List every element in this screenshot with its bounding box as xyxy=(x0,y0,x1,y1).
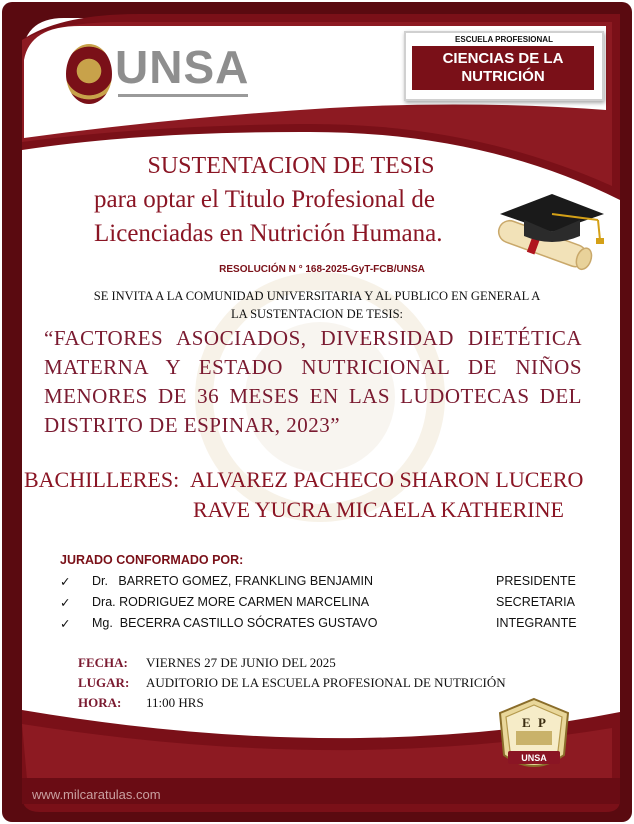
subtitle-line-2: Licenciadas en Nutrición Humana. xyxy=(94,220,443,247)
time-value: 11:00 HRS xyxy=(146,695,204,710)
jury-title: JURADO CONFORMADO POR: xyxy=(60,553,244,567)
jury-member-name: Dr. BARRETO GOMEZ, FRANKLING BENJAMIN xyxy=(92,574,374,588)
emblem-letter-p: P xyxy=(538,715,546,730)
place-value: AUDITORIO DE LA ESCUELA PROFESIONAL DE NUTRICIÓN xyxy=(146,675,506,690)
resolution-number: RESOLUCIÓN N ° 168-2025-GyT-FCB/UNSA xyxy=(219,264,425,275)
place-label: LUGAR: xyxy=(78,675,130,690)
footer-website: www.milcaratulas.com xyxy=(32,787,161,802)
bachiller-name: ALVAREZ PACHECO SHARON LUCERO xyxy=(190,467,584,492)
jury-member-role: SECRETARIA xyxy=(496,595,575,609)
badge-line-2: NUTRICIÓN xyxy=(461,68,545,85)
date-value: VIERNES 27 DE JUNIO DEL 2025 xyxy=(146,655,336,670)
invitation-line-2: LA SUSTENTACION DE TESIS: xyxy=(230,307,404,321)
subtitle-line-1: para optar el Titulo Profesional de xyxy=(94,186,435,213)
invitation-text xyxy=(40,287,594,323)
jury-member-role: PRESIDENTE xyxy=(496,574,576,588)
jury-member-name: Dra. RODRIGUEZ MORE CARMEN MARCELINA xyxy=(92,595,370,609)
emblem-banner-text: UNSA xyxy=(521,753,547,763)
check-icon: ✓ xyxy=(60,617,71,631)
check-icon: ✓ xyxy=(60,575,71,589)
logo-underline xyxy=(118,94,248,97)
time-label: HORA: xyxy=(78,695,122,710)
jury-row xyxy=(0,616,634,634)
badge-line-1: CIENCIAS DE LA xyxy=(442,50,564,67)
jury-member-name: Mg. BECERRA CASTILLO SÓCRATES GUSTAVO xyxy=(92,616,378,630)
bachilleres-label: BACHILLERES: xyxy=(24,467,180,492)
date-label: FECHA: xyxy=(78,655,128,670)
check-icon: ✓ xyxy=(60,596,71,610)
bachiller-name: RAVE YUCRA MICAELA KATHERINE xyxy=(193,497,564,522)
badge-school-name xyxy=(412,46,594,90)
school-badge xyxy=(404,31,604,101)
jury-member-role: INTEGRANTE xyxy=(496,616,577,630)
main-title: SUSTENTACION DE TESIS xyxy=(147,153,435,179)
unsa-logo-text: UNSA xyxy=(115,41,250,93)
thesis-title: “FACTORES ASOCIADOS, DIVERSIDAD DIETÉTICA MATERNA Y ESTADO NUTRICIONAL DE NIÑOS MENORES DE 36 MESES EN LAS LUDOTECAS DEL DISTRITO DE ESPINAR, 2023” xyxy=(44,326,582,437)
school-emblem-logo xyxy=(496,697,572,777)
badge-school-label: ESCUELA PROFESIONAL xyxy=(455,35,553,44)
jury-row xyxy=(0,574,634,592)
emblem-letter-e: E xyxy=(522,715,531,730)
unsa-seal-logo xyxy=(66,44,112,104)
jury-row xyxy=(0,595,634,613)
invitation-line-1: SE INVITA A LA COMUNIDAD UNIVERSITARIA Y AL PUBLICO EN GENERAL A xyxy=(93,289,541,303)
